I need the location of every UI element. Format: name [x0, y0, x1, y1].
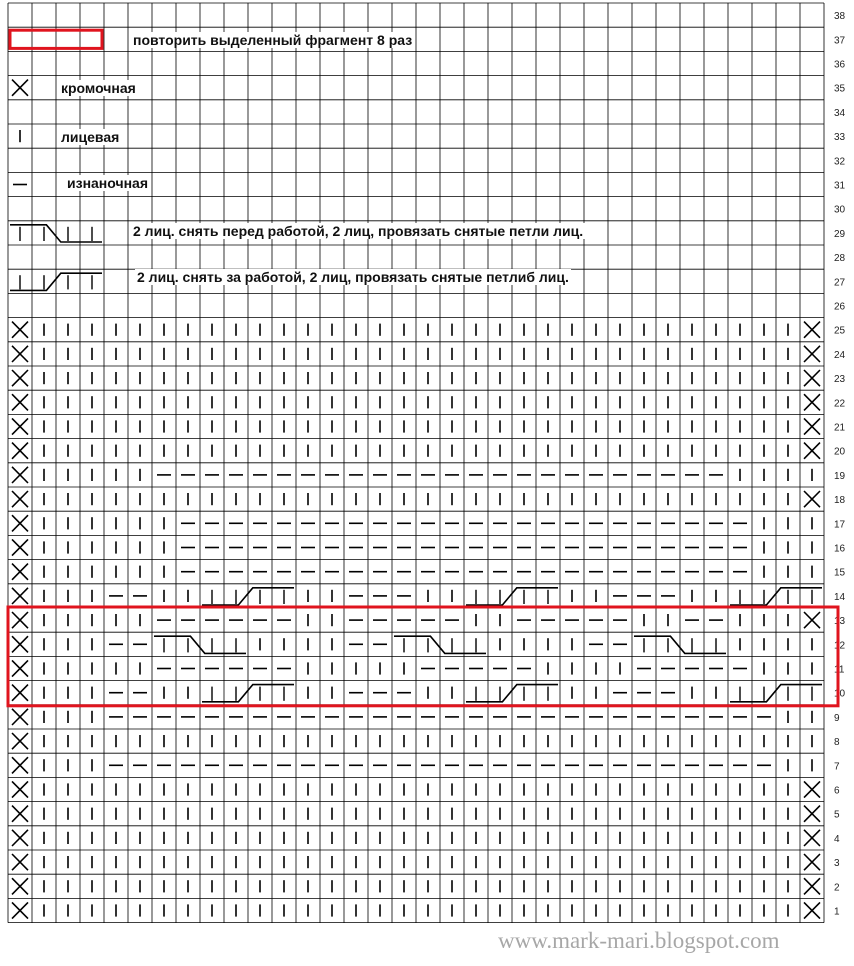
row-number: 35 — [834, 83, 846, 95]
row-number: 22 — [834, 398, 846, 410]
row-number: 8 — [834, 737, 840, 749]
row-number: 13 — [834, 616, 846, 628]
row-number: 21 — [834, 422, 846, 434]
legend-repeat-text: повторить выделенный фрагмент 8 раз — [133, 32, 413, 48]
row-number: 37 — [834, 35, 846, 47]
row-number: 10 — [834, 688, 846, 700]
row-number: 38 — [834, 11, 846, 23]
row-number: 24 — [834, 349, 846, 361]
row-number: 26 — [834, 301, 846, 313]
row-number: 30 — [834, 204, 846, 216]
row-number: 33 — [834, 132, 846, 144]
row-number: 16 — [834, 543, 846, 555]
row-number: 2 — [834, 882, 840, 894]
row-number: 31 — [834, 180, 846, 192]
watermark: www.mark-mari.blogspot.com — [498, 928, 780, 953]
row-number: 17 — [834, 519, 846, 531]
row-number: 28 — [834, 253, 846, 265]
legend-cable-front-text: 2 лиц. снять перед работой, 2 лиц, провязать снятые петли лиц. — [133, 223, 584, 239]
row-number: 5 — [834, 809, 840, 821]
row-number: 7 — [834, 761, 840, 773]
row-number: 34 — [834, 107, 846, 119]
row-number: 12 — [834, 640, 846, 652]
row-number: 6 — [834, 785, 840, 797]
legend-purl-text: изнаночная — [67, 175, 149, 191]
row-number: 9 — [834, 712, 840, 724]
row-number: 20 — [834, 446, 846, 458]
legend-cable-back-text: 2 лиц. снять за работой, 2 лиц, провязать снятые петлиб лиц. — [137, 269, 569, 285]
row-number: 19 — [834, 470, 846, 482]
legend-knit-text: лицевая — [61, 129, 120, 145]
row-number: 3 — [834, 858, 840, 870]
row-number: 27 — [834, 277, 846, 289]
row-number: 1 — [834, 906, 840, 918]
legend-edge-text: кромочная — [61, 80, 136, 96]
row-number: 11 — [834, 664, 845, 676]
row-number: 32 — [834, 156, 846, 168]
row-number: 25 — [834, 325, 846, 337]
row-number: 36 — [834, 59, 846, 71]
row-number: 15 — [834, 567, 846, 579]
row-number: 14 — [834, 591, 846, 603]
row-number: 23 — [834, 374, 846, 386]
row-number: 29 — [834, 228, 846, 240]
row-number: 18 — [834, 495, 846, 507]
row-number: 4 — [834, 833, 840, 845]
